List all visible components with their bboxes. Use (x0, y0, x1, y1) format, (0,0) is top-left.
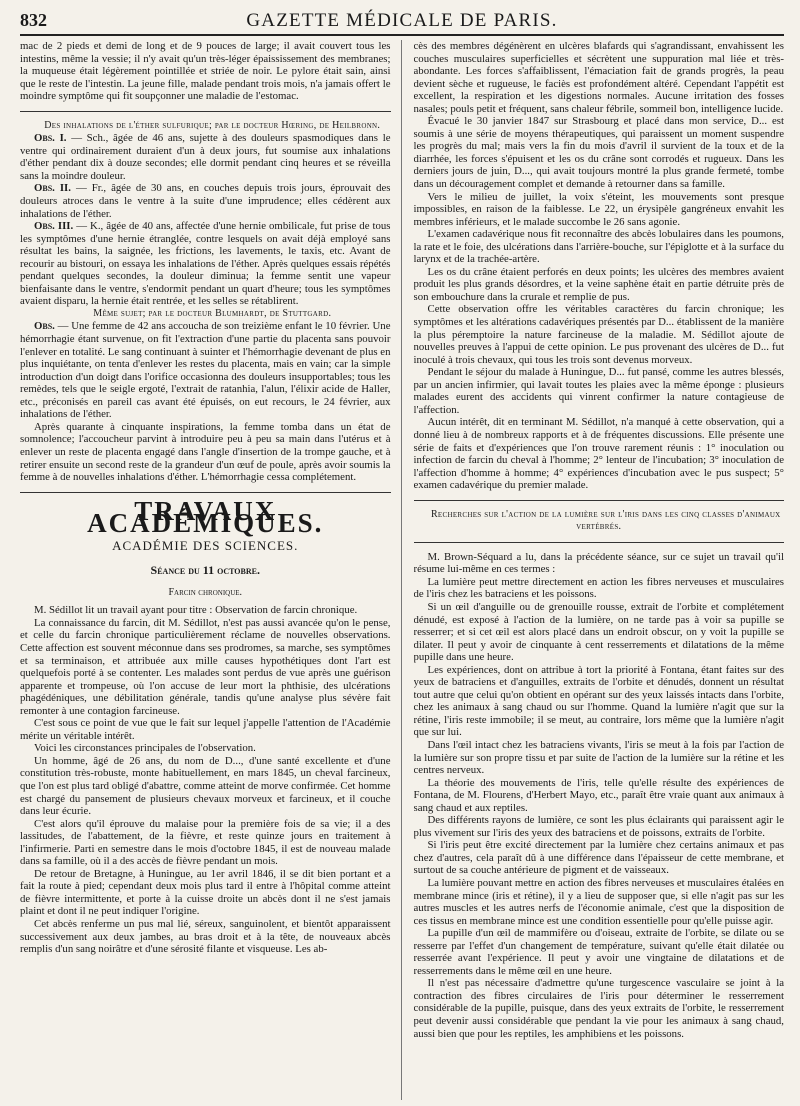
paragraph: La théorie des mouvements de l'iris, telle qu'elle résulte des expériences de Fontana, de M. Flourens, d'Herbert Mayo, etc., paraît être vraie quant aux animaux à sang chaud et aux reptiles. (413, 776, 784, 814)
paragraph: Après quarante à cinquante inspirations, la femme tomba dans un état de somnolence; l'accoucheur parvint à introduire peu à peu sa main dans l'utérus et à enlever un reste de placenta engagé dans l'angle d'insertion de la trompe gauche, et à retirer ensuite un second reste de la grandeur d'un œuf de poule, après avoir soumis la femme à de nouvelles inhalations d'éther. L'hémorrhagie cessa complétement. (20, 420, 391, 484)
observation (20, 220, 391, 308)
paragraph: La pupille d'un œil de mammifère ou d'oiseau, extraite de l'orbite, se dilate ou se resserre par l'effet d'un changement de température, suivant qu'elle était dilatée ou resserrée avant l'expérience. Il peut y avoir une vingtaine de dilatations et de resserrements dans le même œil en une heure. (413, 927, 784, 977)
article-heading: Farcin chronique. (168, 586, 243, 598)
paragraph: La lumière peut mettre directement en action les fibres nerveuses et musculaires de l'iris chez les batraciens et les poissons. (413, 575, 784, 601)
paragraph: C'est sous ce point de vue que le fait sur lequel j'appelle l'attention de l'Académie mérite un véritable intérêt. (20, 717, 391, 742)
paragraph: Les expériences, dont on attribue à tort la priorité à Fontana, étant faites sur des yeux de batraciens et d'anguilles, extraits de l'orbite et dénudés, donnent un résultat tout autre que celui qu'on obtient en opérant sur des yeux laissés intacts dans l'orbite, chez les animaux à sang chaud ou sur l'homme. Quand la lumière n'agit que sur la rétine, l'iris reste immobile; il se meut, au contraire, lors même que la lumière n'agit que sur lui. (413, 663, 784, 739)
session-heading: Séance du 11 octobre. (150, 563, 260, 578)
paragraph: Si l'iris peut être excité directement par la lumière chez certains animaux et pas chez d'autres, cela paraît dû à une différence dans l'épaisseur de cette membrane, et surtout de sa couche antérieure de pigment et de vaisseaux. (413, 839, 784, 877)
right-column (414, 40, 785, 1100)
observation-text: — K., âgée de 40 ans, affectée d'une hernie ombilicale, fut prise de tous les symptômes d'une hernie étranglée, contre lesquels on avait déjà employé sans résultat les bains, la saignée, les frictions, les lavements, le taxis, etc. Avant de recourir au bistouri, on essaya les inhalations de l'éther. Après quelques essais répétés pendant quelques secondes, la douleur diminua; la femme sentit une vapeur bienfaisante dans le ventre, s'endormit pendant un quart d'heure; tous les symptômes avaient disparu, la hernie était rentrée, et les selles se rétablirent. (20, 220, 391, 308)
paragraph: Aucun intérêt, dit en terminant M. Sédillot, n'a manqué à cette observation, qui a donné lieu à de nombreux rapports et à de fréquentes discussions. Elle présente une série de faits et d'expériences que l'on trouve rarement réunis : 1° inoculation ou infection de farcin du cheval à l'homme; 2° lenteur de l'incubation; 3° inoculation de l'affection d'homme à homme; 4° expériences d'incubation avec le pus suspect; 5° examen cadavérique du premier malade. (413, 416, 784, 492)
page-header (20, 10, 784, 36)
paragraph: M. Sédillot lit un travail ayant pour titre : Observation de farcin chronique. (34, 604, 358, 617)
section-heading: Même sujet; par le docteur Blumhardt, de Stuttgard. (93, 307, 332, 319)
divider (414, 542, 785, 543)
paragraph: Des différents rayons de lumière, ce sont les plus éclairants qui paraissent agir le plus vivement sur l'iris des yeux des batraciens et de poissons, extraits de l'orbite. (413, 814, 784, 839)
observation-label: Obs. II. (34, 182, 71, 195)
divider (20, 111, 391, 112)
academy-heading: ACADÉMIE DES SCIENCES. (112, 537, 299, 553)
observation-text: — Sch., âgée de 46 ans, sujette à des douleurs spasmodiques dans le ventre qui ordinairement duraient d'un à deux jours, fut soumise aux inhalations d'éther pendant dix à douze secondes; elle dormit pendant cinq heures et se réveilla sans la moindre douleur. (20, 132, 391, 182)
paragraph: La connaissance du farcin, dit M. Sédillot, n'est pas aussi avancée qu'on le pense, et celle du farcin chronique particulièrement réclame de nouvelles observations. Cette affection est souvent méconnue dans ses prodromes, sa marche, ses symptômes et sa terminaison, et attribuée aux mille causes hypothétiques dont l'art est quelquefois porté à se contenter. Les malades sont perdus de vue après une guérison apparente et trompeuse, où l'on accuse de leur mort la phthisie, des ulcérations phagédéniques, une débilitation générale, tandis qu'une analyse plus sévère fait remonter à une contagion farcineuse. (20, 616, 391, 717)
section-heading: Des inhalations de l'éther sulfurique; par le docteur Hœring, de Heilbronn. (44, 119, 381, 131)
observation (20, 132, 391, 182)
paragraph: mac de 2 pieds et demi de long et de 9 pouces de large; il avait couvert tous les intestins, même la vessie; il n'y avait qu'un très-léger épaississement des membranes; la muqueuse était légèrement pointillée et striée de noir. Le pylore était sain, ainsi que le reste de l'intestin. La jeune fille, malade pendant trois mois, n'a jamais offert le moindre symptôme qui fit soupçonner une maladie de l'estomac. (20, 40, 391, 103)
observation-label: Obs. I. (34, 132, 67, 145)
journal-title: GAZETTE MÉDICALE DE PARIS. (246, 10, 558, 31)
paragraph: Pendant le séjour du malade à Huningue, D... fut pansé, comme les autres blessés, par un ancien infirmier, qui lavait toutes les plaies avec la même éponge : plusieurs malades eurent des accidents qui vinrent confirmer la nature contagieuse de l'affection. (413, 366, 784, 416)
observation (20, 182, 391, 220)
paragraph: La lumière pouvant mettre en action des fibres nerveuses et musculaires étalées en membrane mince (iris et rétine), il y a lieu de supposer que, si elle n'agit pas sur les autres muscles et les autres nerfs de l'économie animale, c'est que la disposition de ces tissus en membrane mince est une condition essentielle pour qu'elle puisse agir. (413, 877, 784, 927)
paragraph: Il n'est pas nécessaire d'admettre qu'une turgescence vasculaire se joint à la contraction des fibres circulaires de l'iris pour déterminer le resserrement considérable de la pupille, puisque, dans des yeux extraits de l'orbite, le resserrement peut devenir aussi considérable que pendant la vie pour les animaux à sang chaud, aussi bien que pour les reptiles, les amphibiens et les poissons. (413, 977, 784, 1040)
left-column (20, 40, 402, 1100)
paragraph: M. Brown-Séquard a lu, dans la précédente séance, sur ce sujet un travail qu'il résume lui-même en ces termes : (413, 550, 784, 576)
paragraph: Évacué le 30 janvier 1847 sur Strasbourg et placé dans mon service, D... est soumis à une série de moyens thérapeutiques, qui paraissent un moment suspendre les progrès du mal; mais vers la fin du mois d'avril il survient de la toux et de la diarrhée, les forces s'épuisent et les os du crâne sont corrodés et rugueux. Dans les derniers jours de juin, D..., qui avait toujours montré la plus grande fermeté, tombe dans un découragement complet et demande à retourner dans sa famille. (413, 115, 784, 191)
paragraph: De retour de Bretagne, à Huningue, au 1er avril 1846, il se dit bien portant et a fait la route à pied; cependant deux mois plus tard il entre à l'hôpital comme atteint de fièvre intermittente, et porte à la cuisse droite un abcès dont il ne s'est jamais plaint et dont il ne peut indiquer l'origine. (20, 867, 391, 918)
paragraph: Vers le milieu de juillet, la voix s'éteint, les mouvements sont presque impossibles, en raison de la faiblesse. Le 22, un érysipèle gangréneux envahit les membres inférieurs, et le malade succombe le 26 sans agonie. (413, 190, 784, 228)
observation-text: — Une femme de 42 ans accoucha de son treizième enfant le 10 février. Une hémorrhagie étant survenue, on fit l'extraction d'une partie du placenta sans pouvoir l'enlever en totalité. Le sang continuant à suinter et l'hémorrhagie devenant de plus en plus inquiétante, on tenta d'enlever les restes du placenta, mais en vain; car la simple introduction d'un doigt dans l'orifice occasionna des douleurs insupportables; tous les remèdes, tels que le seigle ergoté, l'extrait de ratanhia, l'alun, l'élixir acide de Haller, etc., préconisés en pareil cas avant été épuisés, on eut recours, le 24 février, aux inhalations de l'éther. (20, 320, 391, 421)
paragraph: C'est alors qu'il éprouve du malaise pour la première fois de sa vie; il a des lassitudes, de l'abattement, de la fièvre, et reste quinze jours en traitement à l'infirmerie. Parti en semestre dans le mois d'octobre 1845, il est de nouveau malade dans sa famille, où il a des accès de fièvre pendant un mois. (20, 817, 391, 868)
section-title: TRAVAUX ACADÉMIQUES. (87, 495, 324, 539)
paragraph: Si un œil d'anguille ou de grenouille rousse, extrait de l'orbite et complétement dénudé, est exposé à l'action de la lumière, on ne tarde pas à voir sa pupille se resserrer; et si cet œil est alors placé dans un endroit obscur, on y voit la pupille se dilater. Il peut y avoir de cinquante à cent resserrements et dilatations de la même pupille dans une heure. (413, 600, 784, 664)
paragraph: Un homme, âgé de 26 ans, du nom de D..., d'une santé excellente et d'une constitution très-robuste, monte habituellement, en mars 1845, un cheval farcineux, que l'on est plus tard obligé d'abattre, comme atteint de morve confirmée. Cet homme est chargé du pansement de plusieurs chevaux morveux et farcineux, et il couche dans leur écurie. (20, 754, 391, 818)
paragraph: Dans l'œil intact chez les batraciens vivants, l'iris se meut à la fois par l'action de la lumière sur son propre tissu et par suite de l'action de la lumière sur la rétine et les centres nerveux. (413, 738, 784, 777)
paragraph: L'examen cadavérique nous fit reconnaître des abcès lobulaires dans les poumons, la rate et le foie, des ulcérations dans l'arrière-bouche, sur l'épiglotte et à la surface du larynx et de la trachée-artère. (413, 228, 784, 266)
observation-label: Obs. III. (34, 220, 74, 233)
observation-text: — Fr., âgée de 30 ans, en couches depuis trois jours, éprouvait des douleurs atroces dans le ventre à la suite d'une imprudence; elles cédèrent aux inhalations de l'éther. (20, 182, 391, 220)
paragraph: Cet abcès renferme un pus mal lié, séreux, sanguinolent, et bientôt apparaissent successivement aux deux jambes, au bras droit et à la tête, de nouveaux abcès remplis d'un sang noirâtre et d'une sérosité filante et visqueuse. Les ab- (20, 918, 391, 956)
observation (20, 320, 391, 420)
section-heading: Recherches sur l'action de la lumière sur l'iris dans les cinq classes d'animaux vertébrés. (430, 508, 781, 533)
page-number: 832 (20, 10, 47, 30)
paragraph: cès des membres dégénèrent en ulcères blafards qui s'agrandissant, envahissent les couches musculaires superficielles et sécrètent une suppuration mal liée et très-abondante. Les forces s'affaiblissent, l'émaciation fait de grands progrès, la peau devient sèche et rugueuse, le faciès est profondément altéré. Cependant l'appétit est excellent, la respiration et les digestions normales. Aucune irritation des fosses nasales; pouls petit et fréquent, sans chaleur fébrile, sommeil bon, intelligence lucide. (413, 40, 784, 115)
divider (414, 500, 785, 501)
paragraph: Les os du crâne étaient perforés en deux points; les ulcères des membres avaient produit les plus grands désordres, et la veine saphène était en partie détruite près de son embouchure dans la crurale et remplie de pus. (413, 265, 784, 303)
paragraph: Cette observation offre les véritables caractères du farcin chronique; les symptômes et les altérations cadavériques présentés par D... établissent de la manière la plus péremptoire la nature farcineuse de la maladie. M. Sédillot ajoute de nouvelles preuves à l'appui de cette opinion. Le pus provenant des ulcères de D... fut inoculé à trois chevaux, qui tous les trois sont devenus morveux. (413, 303, 784, 366)
divider (20, 492, 391, 493)
observation-label: Obs. (34, 320, 55, 333)
paragraph: Voici les circonstances principales de l'observation. (34, 742, 256, 755)
article-columns (20, 40, 784, 1100)
